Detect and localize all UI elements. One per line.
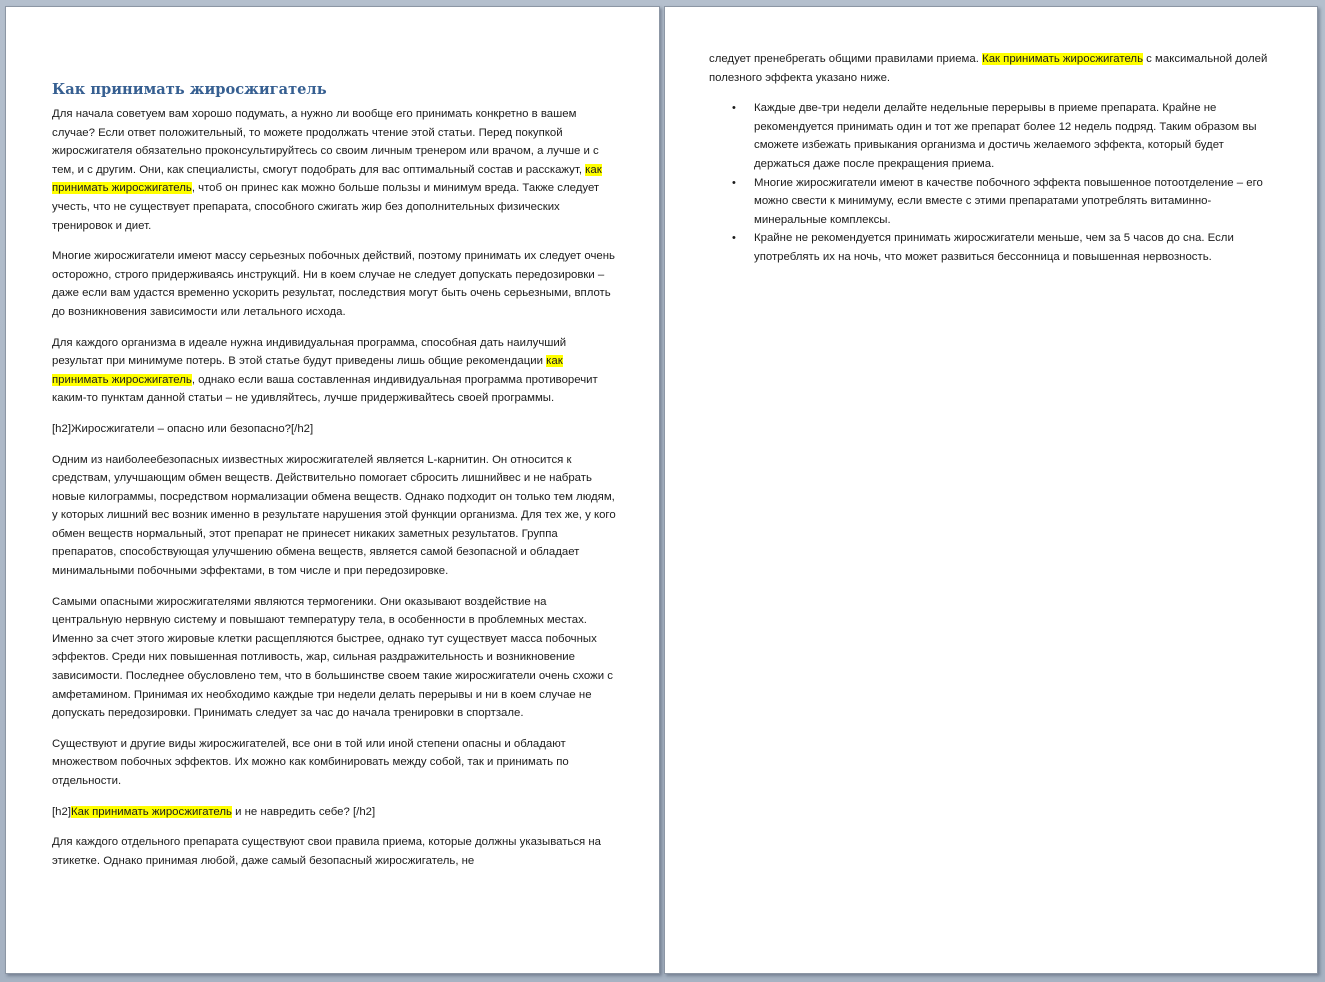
paragraph [52, 451, 618, 581]
document-page-1[interactable] [5, 6, 660, 974]
paragraph [52, 593, 618, 723]
highlighted-keyword: как принимать жиросжигатель [52, 355, 563, 386]
paragraph [52, 803, 618, 822]
bullet-icon: • [732, 102, 736, 115]
text-run: Для начала советуем вам хорошо подумать, а нужно ли вообще его принимать конкретно в вашем случае? Если ответ положительный, то можете продолжать чтение этой статьи. Перед покупкой жиросжигателя обязательно проконсультируйтесь со своим личным тренером или врачом, а лучше и с тем, и с другим. Они, как специалисты, смогут подобрать для вас оптимальный состав и расскажут, [52, 108, 599, 176]
paragraph [52, 420, 618, 439]
list-item-text: Каждые две-три недели делайте недельные перерывы в приеме препарата. Крайне не рекомендуется принимать один и тот же препарат более 12 недель подряд. Таким образом вы сможете избежать привыкания организма и достичь желаемого эффекта, который будет держаться даже после прекращения приема. [754, 102, 1257, 170]
text-run: [h2] [52, 805, 71, 818]
text-run: Самыми опасными жиросжигателями являются термогеники. Они оказывают воздействие на центральную нервную систему и повышают температуру тела, в особенности в проблемных местах. Именно за счет этого жировые клетки расщепляются быстрее, однако тут существует масса побочных эффектов. Среди них повышенная потливость, жар, сильная раздражительность и возникновение зависимости. Последнее обусловлено тем, что в большинстве своем такие жиросжигатели очень схожи с амфетамином. Принимая их необходимо каждые три недели делать перерывы и ни в коем случае не допускать передозировки. Принимать следует за час до начала тренировки в спортзале. [52, 595, 613, 720]
page-1-body [52, 105, 618, 870]
text-run: и не навредить себе? [/h2] [231, 805, 376, 818]
text-run: Существуют и другие виды жиросжигателей, все они в той или иной степени опасны и обладают множеством побочных эффектов. Их можно как комбинировать между собой, так и принимать по отдельности. [52, 737, 569, 787]
bullet-list [709, 99, 1275, 266]
highlighted-keyword: Как принимать жиросжигатель [71, 805, 232, 818]
list-item [732, 229, 1275, 266]
paragraph [52, 735, 618, 791]
list-item [732, 99, 1275, 173]
paragraph [52, 105, 618, 235]
document-page-2[interactable] [664, 6, 1318, 974]
list-item-text: Крайне не рекомендуется принимать жиросжигатели меньше, чем за 5 часов до сна. Если употреблять их на ночь, что может развиться бессонница и повышенная нервозность. [754, 232, 1234, 263]
highlighted-keyword: Как принимать жиросжигатель [982, 53, 1144, 65]
list-item [732, 174, 1275, 230]
paragraph [709, 50, 1275, 87]
document-title: Как принимать жиросжигатель [52, 81, 327, 98]
paragraph [52, 334, 618, 408]
page-2-content [709, 50, 1275, 267]
list-item-text: Многие жиросжигатели имеют в качестве побочного эффекта повышенное потоотделение – его можно свести к минимуму, если вместе с этими препаратами употреблять витаминно-минеральные комплексы. [754, 176, 1263, 226]
text-run: следует пренебрегать общими правилами приема. [709, 53, 983, 65]
text-run: Для каждого отдельного препарата существуют свои правила приема, которые должны указываться на этикетке. Однако принимая любой, даже самый безопасный жиросжигатель, не [52, 836, 602, 867]
page-2-body [709, 50, 1275, 87]
paragraph [52, 247, 618, 321]
text-run: с максимальной долей полезного эффекта указано ниже. [709, 53, 1268, 84]
page-1-content [52, 79, 618, 882]
text-run: [h2]Жиросжигатели – опасно или безопасно?[/h2] [52, 422, 314, 435]
paragraph [52, 833, 618, 870]
highlighted-keyword: как принимать жиросжигатель [52, 163, 602, 195]
text-run: Одним из наиболеебезопасных иизвестных жиросжигателей является L-карнитин. Он относится к средствам, улучшающим обмен веществ. Действительно помогает сбросить лишнийвес и не набрать новые килограммы, посредством нормализации обмена веществ. Однако подходит он только тем людям, у которых лишний вес возник именно в результате нарушения этой функции организма. Для тех же, у кого обмен веществ нормальный, этот препарат не принесет никаких заметных результатов. Группа препаратов, способствующая улучшению обмена веществ, является самой безопасной и обладает минимальными побочными эффектами, в том числе и при передозировке. [52, 453, 616, 578]
text-run: Многие жиросжигатели имеют массу серьезных побочных действий, поэтому принимать их следует очень осторожно, строго придерживаясь инструкций. Ни в коем случае не следует допускать передозировки – даже если вам удастся временно ускорить результат, последствия могут быть очень серьезными, вплоть до возникновения зависимости или летального исхода. [52, 250, 615, 318]
text-run: , однако если ваша составленная индивидуальная программа противоречит каким-то пунктам данной статьи – не удивляйтесь, лучше придерживайтесь своей программы. [52, 373, 598, 405]
text-run: Для каждого организма в идеале нужна индивидуальная программа, способная дать наилучший результат при минимуме потерь. В этой статье будут приведены лишь общие рекомендации [52, 336, 567, 368]
bullet-icon: • [732, 232, 736, 245]
bullet-icon: • [732, 176, 736, 189]
text-run: , чтоб он принес как можно больше пользы и минимум вреда. Также следует учесть, что не существует препарата, способного сжигать жир без дополнительных физических тренировок и диет. [52, 182, 600, 232]
